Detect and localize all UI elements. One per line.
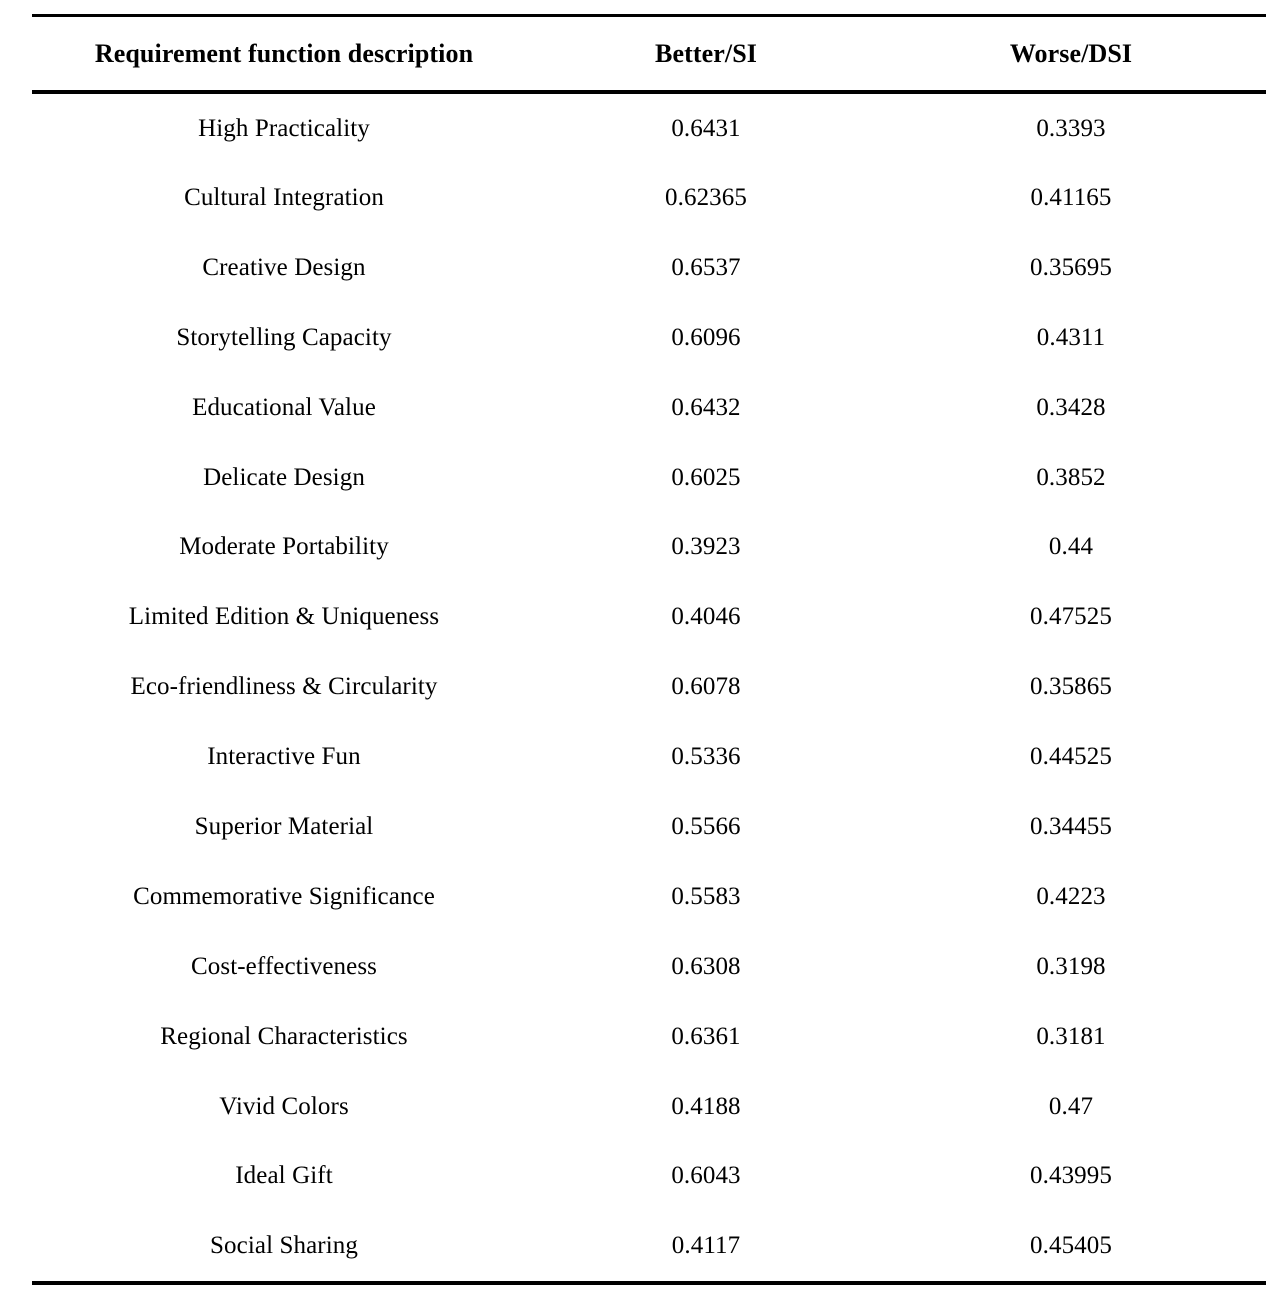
table-row bbox=[32, 932, 1266, 1002]
cell-worse: 0.44 bbox=[1048, 533, 1094, 561]
table-row bbox=[32, 443, 1266, 513]
requirement-table bbox=[32, 14, 1266, 1285]
cell-better: 0.6025 bbox=[671, 463, 741, 491]
table-row bbox=[32, 94, 1266, 163]
cell-better: 0.3923 bbox=[671, 533, 741, 561]
cell-worse: 0.3181 bbox=[1036, 1022, 1106, 1050]
cell-worse: 0.45405 bbox=[1030, 1232, 1112, 1260]
cell-better: 0.5336 bbox=[671, 743, 741, 771]
cell-better: 0.6431 bbox=[671, 114, 741, 142]
cell-worse: 0.3428 bbox=[1036, 393, 1106, 421]
table-row bbox=[32, 303, 1266, 373]
table-row bbox=[32, 512, 1266, 582]
cell-worse: 0.35695 bbox=[1030, 253, 1112, 281]
table-row bbox=[32, 1141, 1266, 1211]
cell-better: 0.5566 bbox=[671, 812, 741, 840]
cell-better: 0.4046 bbox=[671, 603, 741, 631]
cell-requirement: Educational Value bbox=[192, 393, 376, 421]
cell-worse: 0.3393 bbox=[1036, 114, 1106, 142]
cell-requirement: Social Sharing bbox=[210, 1232, 358, 1260]
cell-requirement: Creative Design bbox=[202, 253, 366, 281]
table-row bbox=[32, 373, 1266, 443]
cell-better: 0.6432 bbox=[671, 393, 741, 421]
cell-requirement: Eco-friendliness & Circularity bbox=[130, 673, 438, 701]
table-row bbox=[32, 862, 1266, 932]
cell-requirement: Delicate Design bbox=[203, 463, 365, 491]
cell-better: 0.6361 bbox=[671, 1022, 741, 1050]
table-row bbox=[32, 582, 1266, 652]
table-row bbox=[32, 1002, 1266, 1072]
table-row bbox=[32, 233, 1266, 303]
cell-worse: 0.44525 bbox=[1030, 743, 1112, 771]
header-better: Better/SI bbox=[655, 38, 757, 68]
table-row bbox=[32, 722, 1266, 792]
cell-worse: 0.4311 bbox=[1036, 323, 1106, 351]
cell-worse: 0.3852 bbox=[1036, 463, 1106, 491]
cell-worse: 0.34455 bbox=[1030, 812, 1112, 840]
cell-requirement: Interactive Fun bbox=[207, 743, 361, 771]
cell-requirement: Cost-effectiveness bbox=[190, 952, 377, 980]
table-row bbox=[32, 1072, 1266, 1142]
table-row bbox=[32, 652, 1266, 722]
cell-better: 0.4117 bbox=[671, 1232, 741, 1260]
cell-worse: 0.4223 bbox=[1036, 882, 1106, 910]
cell-requirement: Moderate Portability bbox=[179, 533, 389, 561]
cell-requirement: Cultural Integration bbox=[184, 183, 384, 211]
cell-requirement: Ideal Gift bbox=[235, 1162, 333, 1190]
cell-worse: 0.43995 bbox=[1030, 1162, 1112, 1190]
cell-better: 0.6308 bbox=[671, 952, 741, 980]
cell-requirement: Superior Material bbox=[194, 812, 374, 840]
table-row bbox=[32, 163, 1266, 233]
cell-better: 0.62365 bbox=[665, 183, 747, 211]
cell-requirement: Vivid Colors bbox=[219, 1092, 349, 1120]
header-worse: Worse/DSI bbox=[1009, 38, 1133, 68]
table-body bbox=[32, 94, 1266, 1281]
cell-worse: 0.35865 bbox=[1030, 673, 1112, 701]
cell-requirement: Regional Characteristics bbox=[160, 1022, 408, 1050]
cell-better: 0.6537 bbox=[671, 253, 741, 281]
table-row bbox=[32, 1211, 1266, 1281]
cell-requirement: Limited Edition & Uniqueness bbox=[128, 603, 440, 631]
cell-worse: 0.3198 bbox=[1036, 952, 1106, 980]
cell-worse: 0.47525 bbox=[1030, 603, 1112, 631]
cell-requirement: Commemorative Significance bbox=[133, 882, 435, 910]
cell-requirement: High Practicality bbox=[198, 114, 370, 142]
cell-better: 0.6043 bbox=[671, 1162, 741, 1190]
cell-requirement: Storytelling Capacity bbox=[176, 323, 392, 351]
cell-better: 0.4188 bbox=[671, 1092, 741, 1120]
cell-better: 0.6078 bbox=[671, 673, 741, 701]
cell-worse: 0.41165 bbox=[1030, 183, 1112, 211]
cell-better: 0.5583 bbox=[671, 882, 741, 910]
cell-worse: 0.47 bbox=[1048, 1092, 1094, 1120]
cell-better: 0.6096 bbox=[671, 323, 741, 351]
bottom-rule bbox=[32, 1281, 1266, 1285]
table-header-row bbox=[32, 17, 1266, 90]
header-requirement: Requirement function description bbox=[94, 38, 474, 68]
table-row bbox=[32, 792, 1266, 862]
